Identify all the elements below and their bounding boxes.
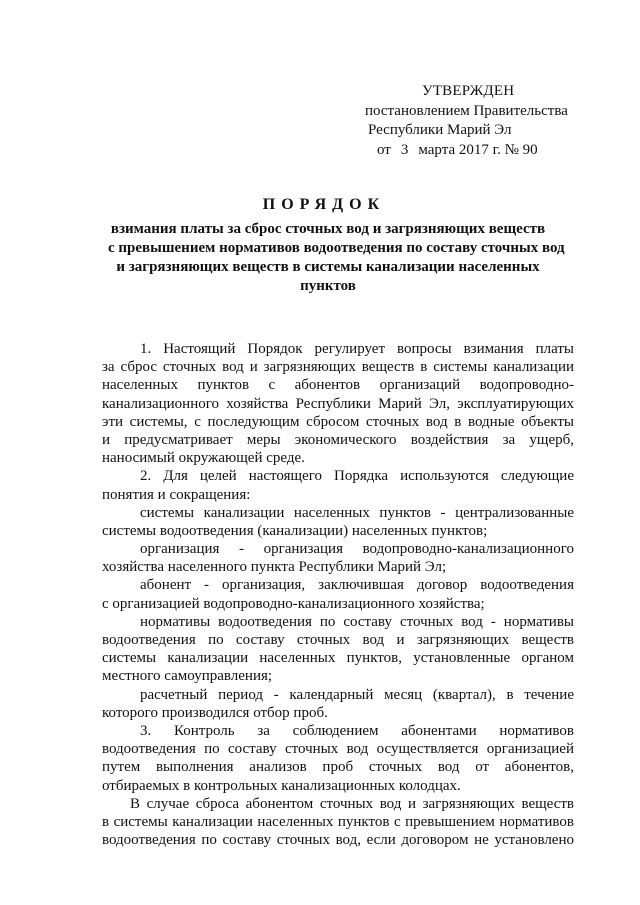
paragraph-1-line: канализационного хозяйства Республики Марий Эл, эксплуатирующих	[102, 395, 574, 412]
approval-line-3	[365, 141, 615, 161]
document-body	[102, 340, 574, 849]
definition-line: организация - организация водопроводно-канализационного	[140, 541, 574, 558]
paragraph-3-line: отбираемых в контрольных канализационных колодцах.	[102, 777, 461, 794]
definition-line: абонент - организация, заключившая договор водоотведения	[140, 577, 574, 594]
document-title: ПОРЯДОК	[262, 196, 386, 213]
approval-line-2: Республики Марий Эл	[368, 122, 512, 138]
paragraph-1-line: и предусматривает меры экономического воздействия за ущерб,	[102, 431, 574, 448]
paragraph-3-line: водоотведения по составу сточных вод осуществляется организацией	[102, 741, 574, 758]
approval-line-1: постановлением Правительства	[365, 102, 568, 119]
definition-line: расчетный период - календарный месяц (квартал), в течение	[140, 686, 574, 703]
approval-date-day: 3	[400, 141, 409, 158]
paragraph-1-line: эти системы, с последующим сбросом сточных вод в водные объекты	[102, 413, 574, 430]
definition-line: системы канализации населенных пунктов - централизованные	[140, 504, 574, 521]
paragraph-4-line: водоотведения по составу сточных вод, если договором не установлено	[102, 832, 574, 849]
paragraph-1-line: 1. Настоящий Порядок регулирует вопросы взимания платы	[140, 341, 574, 357]
paragraph-1-line: населенных пунктов с абонентов организаций водопроводно-	[102, 377, 574, 394]
paragraph-4-line: В случае сброса абонентом сточных вод и загрязняющих веществ	[130, 795, 574, 812]
paragraph-4-line: в системы канализации населенных пунктов с превышением нормативов	[102, 813, 574, 830]
subtitle-line: пунктов	[300, 278, 356, 294]
approval-date-rest: марта 2017 г. № 90	[418, 141, 538, 158]
paragraph-2-line: понятия и сокращения:	[102, 486, 251, 503]
subtitle-line: и загрязняющих веществ в системы канализации населенных	[116, 259, 540, 275]
paragraph-1-line: за сброс сточных вод и загрязняющих веществ в системы канализации	[102, 359, 574, 376]
paragraph-3-line: 3. Контроль за соблюдением абонентами нормативов	[140, 722, 574, 739]
paragraph-1-line: наносимый окружающей среде.	[102, 450, 305, 467]
paragraph-2-line: 2. Для целей настоящего Порядка используются следующие	[140, 468, 574, 485]
approval-stamp	[365, 82, 615, 160]
definition-line: с организацией водопроводно-канализационного хозяйства;	[102, 595, 485, 612]
definition-line: водоотведения по составу сточных вод и загрязняющих веществ	[102, 632, 574, 648]
subtitle-line: с превышением нормативов водоотведения по составу сточных вод	[108, 240, 565, 256]
definition-line: которого производился отбор проб.	[102, 704, 328, 721]
approval-date-prefix: от	[377, 141, 391, 158]
definition-line: системы водоотведения (канализации) населенных пунктов;	[102, 522, 488, 539]
subtitle-line: взимания платы за сброс сточных вод и загрязняющих веществ	[110, 221, 546, 237]
paragraph-3-line: путем выполнения анализов проб сточных вод от абонентов,	[102, 759, 574, 776]
approval-title: УТВЕРЖДЕН	[422, 83, 515, 99]
definition-line: местного самоуправления;	[102, 668, 273, 685]
document-subtitle	[108, 220, 565, 296]
definition-line: системы канализации населенных пунктов, установленные органом	[102, 650, 574, 667]
definition-line: хозяйства населенного пункта Республики Марий Эл;	[102, 559, 447, 576]
definition-line: нормативы водоотведения по составу сточных вод - нормативы	[140, 613, 574, 630]
